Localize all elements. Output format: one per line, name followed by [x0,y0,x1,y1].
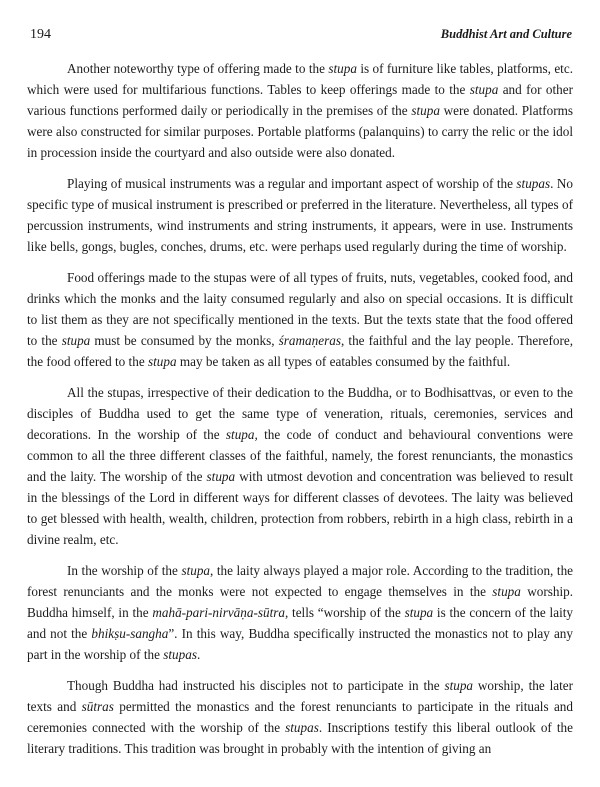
italic-term: stupas [285,720,319,735]
italic-term: stupa [328,61,357,76]
italic-term: stupa [444,678,474,693]
italic-term: stupa, [225,427,258,442]
body-paragraph [27,173,573,257]
page-body [27,58,573,769]
text-run: Food offerings made to the stupas were of all types of fruits, nuts, vegetables, cooked food, and drinks which the monks and the laity consumed regularly and also on special occasions. It is difficult to list them as they are not specifically mentioned in the texts. But the texts state that the food offered to the [27,270,573,348]
text-run: permitted the monastics and the forest renunciants to participate in the rituals and ceremonies connected with the worship of the [27,699,573,735]
text-run: may be taken as all types of eatables consumed by the faithful. [176,354,511,369]
text-run: is of furniture like tables, platforms, etc. which were used for multifarious functions. Tables to keep offerings made to the [27,61,573,97]
text-run: . [196,647,201,662]
italic-term: stupa [181,563,211,578]
text-run: worship. Buddha himself, in the [27,584,573,620]
text-run: Playing of musical instruments was a regular and important aspect of worship of the [67,176,517,191]
text-run: . No specific type of musical instrument is prescribed or preferred in the literature. Nevertheless, all types of percussion instruments, wind instruments and string instruments, it appears, were in use. Instruments like bells, gongs, bugles, conches, drums, etc. were perhaps used regularly during the time of worship. [27,176,573,254]
body-paragraph [27,267,573,372]
text-run: is the concern of the laity and not the [27,605,573,641]
text-run: , the laity always played a major role. According to the tradition, the forest renunciants and the monks were not expected to engage themselves in the [27,563,574,599]
text-run: worship, the later texts and [27,678,573,714]
text-run: , the faithful and the lay people. Therefore, the food offered to the [27,333,573,369]
italic-term: stupa [492,584,521,599]
body-paragraph [27,58,573,163]
text-run: All the stupas, irrespective of their dedication to the Buddha, or to Bodhisattvas, or even to the disciples of Buddha used to get the same type of veneration, rituals, ceremonies, services and decorations. In the worship of the [27,385,573,442]
italic-term: stupas [163,647,197,662]
italic-term: stupa [147,354,177,369]
body-paragraph [27,382,573,550]
italic-term: stupa [206,469,236,484]
italic-term: śramaṇeras [278,333,341,348]
text-run: In the worship of the [67,563,182,578]
text-run: , tells “worship of the [284,605,405,620]
italic-term: sūtras [81,699,114,714]
text-run: ”. In this way, Buddha specifically instructed the monastics not to play any part in the worship of the [27,626,573,662]
text-run: with utmost devotion and concentration was believed to result in the blessings of the Lord in different ways for different classes of devotees. The laity was believed to get blessed with health, wealth, children, protection from robbers, rebirth in a high class, rebirth in a divine realm, etc. [27,469,573,547]
text-run: Though Buddha had instructed his disciples not to participate in the [67,678,445,693]
text-run: must be consumed by the monks, [90,333,279,348]
body-paragraph [27,560,573,665]
text-run: . Inscriptions testify this liberal outlook of the literary traditions. This tradition was brought in probably with the intention of giving an [27,720,574,756]
text-run: Another noteworthy type of offering made to the [67,61,329,76]
italic-term: mahā-pari-nirvāṇa-sūtra [152,605,285,620]
page-header [30,27,572,47]
italic-term: stupa [469,82,499,97]
italic-term: stupas [516,176,551,191]
text-run: and for other various functions performed daily or periodically in the premises of the [27,82,573,118]
italic-term: stupa [404,605,434,620]
page-number: 194 [30,27,51,42]
body-paragraph [27,675,573,759]
text-run: were donated. Platforms were also constructed for similar purposes. Portable platforms (palanquins) to carry the relic or the idol in procession inside the courtyard and also outside were also donated. [27,103,574,160]
running-title: Buddhist Art and Culture [440,27,572,41]
italic-term: stupa [61,333,91,348]
italic-term: bhikṣu-sangha [91,626,169,641]
text-run: the code of conduct and behavioural conventions were common to all the three different classes of the faithful, namely, the forest renunciants, the monastics and the laity. The worship of the [27,427,573,484]
italic-term: stupa [411,103,440,118]
